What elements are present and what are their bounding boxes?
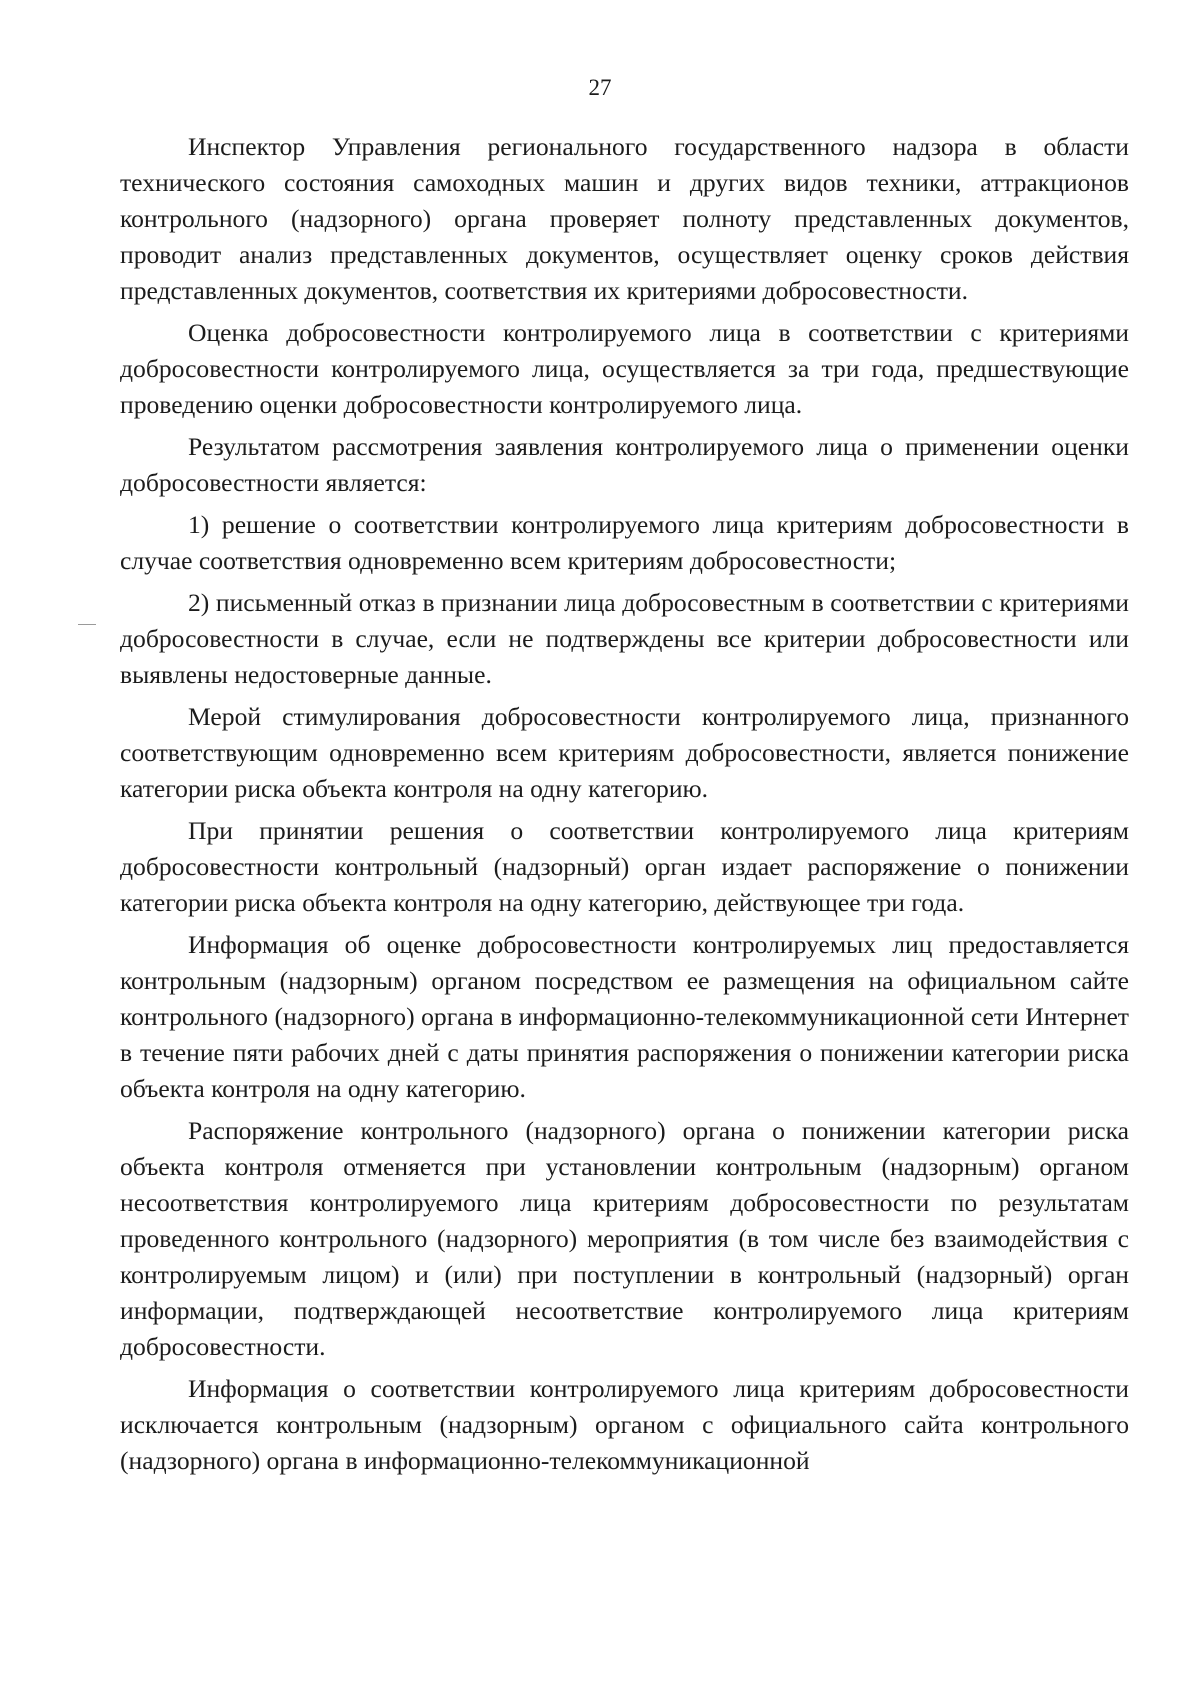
paragraph-incentive-measure: Мерой стимулирования добросовестности контролируемого лица, признанного соответствующим одновременно всем критериям добросовестности, является понижение категории риска объекта контроля на одну категорию.: [120, 702, 1129, 803]
scan-margin-mark: [78, 624, 96, 625]
list-item-decision: 1) решение о соответствии контролируемого лица критериям добросовестности в случае соответствия одновременно всем критериям добросовестности;: [120, 510, 1129, 575]
paragraph-assessment-period: Оценка добросовестности контролируемого лица в соответствии с критериями добросовестности контролируемого лица, осуществляется за три года, предшествующие проведению оценки добросовестности контролируемого лица.: [120, 318, 1129, 419]
list-item-refusal: 2) письменный отказ в признании лица добросовестным в соответствии с критериями добросовестности в случае, если не подтверждены все критерии добросовестности или выявлены недостоверные данные.: [120, 588, 1129, 689]
page-number: 27: [588, 75, 612, 100]
paragraph-review-result: Результатом рассмотрения заявления контролируемого лица о применении оценки добросовестности является:: [120, 432, 1129, 497]
paragraph-information-removal: Информация о соответствии контролируемого лица критериям добросовестности исключается контрольным (надзорным) органом с официального сайта контрольного (надзорного) органа в информационно-телекоммуникационной: [120, 1374, 1129, 1475]
paragraph-publication: Информация об оценке добросовестности контролируемых лиц предоставляется контрольным (надзорным) органом посредством ее размещения на официальном сайте контрольного (надзорного) органа в информационно-телекоммуникационной сети Интернет в течение пяти рабочих дней с даты принятия распоряжения о понижении категории риска объекта контроля на одну категорию.: [120, 930, 1129, 1103]
paragraph-inspector-review: Инспектор Управления регионального государственного надзора в области технического состояния самоходных машин и других видов техники, аттракционов контрольного (надзорного) органа проверяет полноту представленных документов, проводит анализ представленных документов, осуществляет оценку сроков действия представленных документов, соответствия их критериями добросовестности.: [120, 132, 1129, 305]
document-body: [120, 129, 1129, 1485]
paragraph-order-cancellation: Распоряжение контрольного (надзорного) органа о понижении категории риска объекта контроля отменяется при установлении контрольным (надзорным) органом несоответствия контролируемого лица критериям добросовестности по результатам проведенного контрольного (надзорного) мероприятия (в том числе без взаимодействия с контролируемым лицом) и (или) при поступлении в контрольный (надзорный) орган информации, подтверждающей несоответствие контролируемого лица критериям добросовестности.: [120, 1116, 1129, 1361]
paragraph-risk-order: При принятии решения о соответствии контролируемого лица критериям добросовестности контрольный (надзорный) орган издает распоряжение о понижении категории риска объекта контроля на одну категорию, действующее три года.: [120, 816, 1129, 917]
